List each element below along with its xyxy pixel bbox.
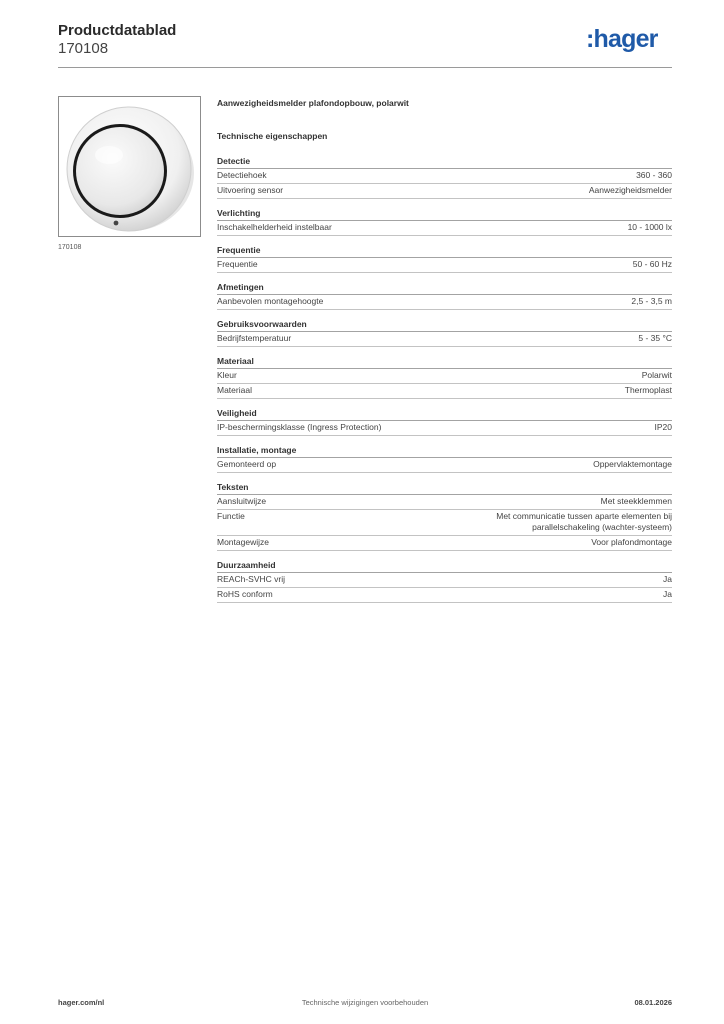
property-label: Kleur — [217, 370, 237, 380]
group-title: Materiaal — [217, 356, 672, 369]
group-title: Gebruiksvoorwaarden — [217, 319, 672, 332]
hager-logo — [586, 24, 672, 54]
property-row — [217, 258, 672, 273]
property-value: 10 - 1000 lx — [627, 222, 672, 232]
property-group — [217, 560, 672, 603]
property-row — [217, 573, 672, 588]
property-label: Inschakelhelderheid instelbaar — [217, 222, 332, 232]
footer-date: 08.01.2026 — [634, 998, 672, 1007]
footer-disclaimer: Technische wijzigingen voorbehouden — [301, 998, 429, 1007]
property-label: Gemonteerd op — [217, 459, 277, 469]
group-title: Afmetingen — [217, 282, 672, 295]
property-group — [217, 482, 672, 551]
property-row — [217, 421, 672, 436]
product-name: Aanwezigheidsmelder plafondopbouw, polarwit — [217, 98, 409, 108]
property-label: Functie — [217, 511, 245, 521]
presence-detector-image — [59, 97, 200, 236]
property-row — [217, 458, 672, 473]
property-group — [217, 356, 672, 399]
property-row — [217, 295, 672, 310]
properties-heading: Technische eigenschappen — [217, 131, 328, 141]
property-label: Bedrijfstemperatuur — [217, 333, 292, 343]
group-title: Veiligheid — [217, 408, 672, 421]
property-group — [217, 319, 672, 347]
property-label: Uitvoering sensor — [217, 185, 284, 195]
property-group — [217, 445, 672, 473]
property-label: Frequentie — [217, 259, 258, 269]
property-label: REACh-SVHC vrij — [217, 574, 286, 584]
header-divider — [58, 67, 672, 68]
product-image — [58, 96, 201, 237]
property-label: Aansluitwijze — [217, 496, 267, 506]
property-row — [217, 495, 672, 510]
property-row — [217, 384, 672, 399]
page-header — [58, 22, 672, 66]
property-value: Polarwit — [641, 370, 672, 380]
property-row — [217, 221, 672, 236]
property-value: 2,5 - 3,5 m — [631, 296, 672, 306]
document-title: Productdatablad — [58, 22, 177, 39]
property-group — [217, 408, 672, 436]
property-value: IP20 — [654, 422, 672, 432]
property-row — [217, 184, 672, 199]
property-group — [217, 208, 672, 236]
property-groups — [217, 156, 672, 603]
property-label: IP-beschermingsklasse (Ingress Protection) — [217, 422, 382, 432]
property-row — [217, 536, 672, 551]
property-row — [217, 510, 672, 536]
property-value: Met communicatie tussen aparte elementen bij parallelschakeling (wachter-systeem) — [496, 511, 672, 532]
property-label: Montagewijze — [217, 537, 269, 547]
group-title: Installatie, montage — [217, 445, 672, 458]
property-row — [217, 588, 672, 603]
property-row — [217, 169, 672, 184]
property-value: Ja — [663, 574, 672, 584]
property-row — [217, 369, 672, 384]
property-group — [217, 156, 672, 199]
group-title: Duurzaamheid — [217, 560, 672, 573]
property-value: 360 - 360 — [636, 170, 672, 180]
document-number: 170108 — [58, 40, 109, 57]
property-value: Voor plafondmontage — [591, 537, 672, 547]
property-value: 5 - 35 °C — [638, 333, 672, 343]
property-label: Materiaal — [217, 385, 252, 395]
property-value: Aanwezigheidsmelder — [588, 185, 672, 195]
property-value: Thermoplast — [624, 385, 672, 395]
property-value: Oppervlaktemontage — [593, 459, 672, 469]
property-group — [217, 245, 672, 273]
hager-logo-text: :hager — [586, 25, 658, 53]
property-label: Detectiehoek — [217, 170, 267, 180]
property-label: RoHS conform — [217, 589, 273, 599]
product-details — [217, 97, 672, 612]
group-title: Frequentie — [217, 245, 672, 258]
group-title: Verlichting — [217, 208, 672, 221]
page-footer — [58, 998, 672, 1010]
property-value: 50 - 60 Hz — [632, 259, 672, 269]
property-row — [217, 332, 672, 347]
property-group — [217, 282, 672, 310]
image-caption: 170108 — [58, 244, 82, 251]
property-value: Met steekklemmen — [600, 496, 672, 506]
footer-website-link[interactable]: hager.com/nl — [58, 998, 105, 1007]
group-title: Teksten — [217, 482, 672, 495]
group-title: Detectie — [217, 156, 672, 169]
property-label: Aanbevolen montagehoogte — [217, 296, 324, 306]
property-value: Ja — [663, 589, 672, 599]
